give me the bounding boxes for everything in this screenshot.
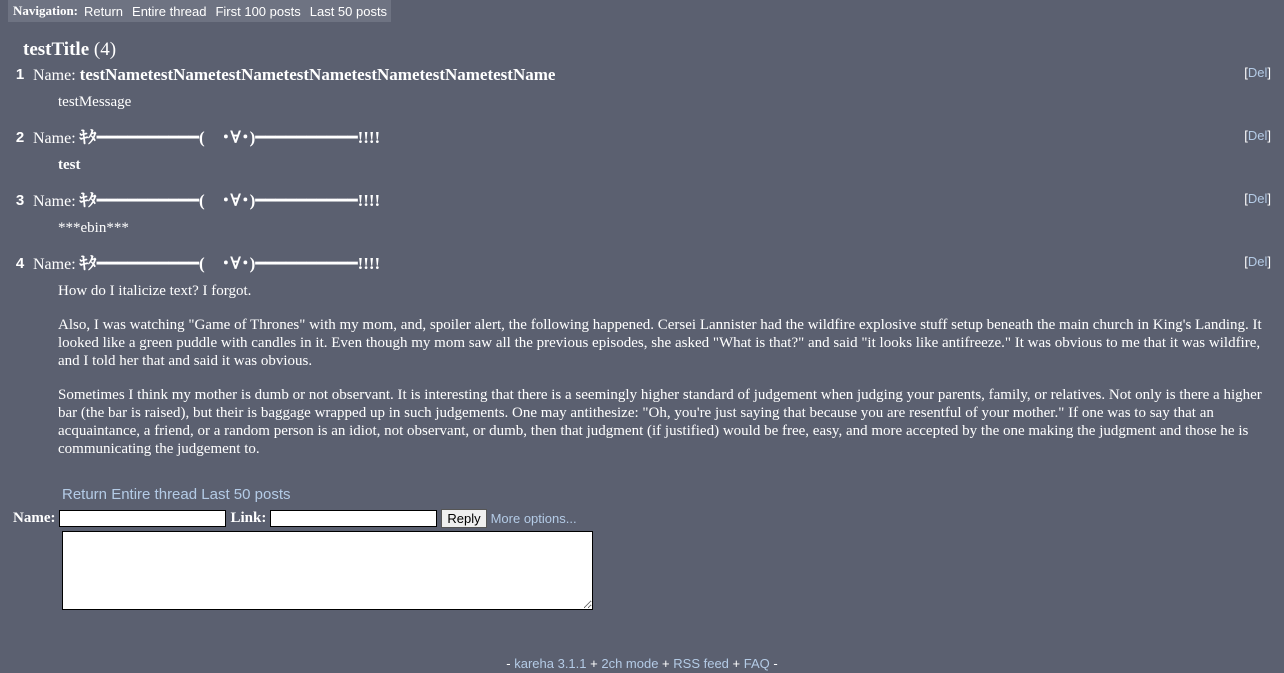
post-name-line — [33, 189, 380, 214]
nav-entire-thread-link[interactable]: Entire thread — [132, 3, 207, 19]
delete-control: [Del] — [1244, 191, 1271, 206]
post-number[interactable]: 1 — [15, 66, 25, 83]
name-field[interactable] — [59, 510, 226, 527]
post-name-line — [33, 63, 555, 88]
post-paragraph: Sometimes I think my mother is dumb or not observant. It is interesting that there is a seemingly higher standard of judgement when judging your parents, family, or relatives. Not only is there a higher bar (the bar is raised), but their is baggage wrapped up in such judgements. One may antithesize: "Oh, you're just saying that because you are resentful of your mother." If one was to say that an acquaintance, a friend, or a random person is an idiot, not observant, or dumb, then that judgment (if justified) would be free, easy, and more accepted by the one making the judgment and those he is communicating the judgement to. — [58, 387, 1262, 457]
delete-control: [Del] — [1244, 254, 1271, 269]
more-options-link[interactable]: More options... — [490, 510, 577, 526]
post-paragraph: Also, I was watching "Game of Thrones" with my mom, and, spoiler alert, the following happened. Cersei Lannister had the wildfire explosive stuff setup beneath the main church in King's Landing. It looked like a green puddle with candles in it. Even though my mom saw all the previous episodes, she asked "What is that?" and said "it looks like antifreeze." It was obvious to me that it was wildfire, and I told her that and said it was obvious. — [58, 317, 1262, 369]
post-name-line — [33, 126, 380, 151]
reply-return-link[interactable]: Return — [62, 486, 108, 503]
delete-link[interactable]: Del — [1247, 128, 1268, 143]
footer-separator: + — [658, 656, 674, 671]
footer-2ch-mode-link[interactable]: 2ch mode — [601, 656, 659, 671]
poster-name: ｷﾀ━━━━━━━━━━( ･∀･)━━━━━━━━━━!!!! — [79, 254, 381, 273]
poster-name: testNametestNametestNametestNametestNametestNametestName — [79, 65, 556, 84]
footer — [0, 655, 1284, 673]
navigation-label: Navigation: — [13, 3, 78, 18]
footer-separator: + — [586, 656, 602, 671]
delete-link[interactable]: Del — [1247, 65, 1268, 80]
post-number[interactable]: 4 — [15, 255, 25, 272]
footer-kareha-link[interactable]: kareha 3.1.1 — [514, 656, 587, 671]
post-body — [58, 219, 1272, 253]
post-number[interactable]: 3 — [15, 192, 25, 209]
post-header — [13, 63, 1273, 87]
post-body — [58, 282, 1272, 474]
name-field-label: Name: — [13, 509, 56, 526]
delete-link[interactable]: Del — [1247, 191, 1268, 206]
thread-reply-count: (4) — [93, 39, 117, 60]
navigation-bar — [8, 0, 391, 22]
post-paragraph: How do I italicize text? I forgot. — [58, 283, 252, 299]
name-label: Name: — [33, 130, 76, 147]
post-header — [13, 189, 1273, 213]
reply-last-50-link[interactable]: Last 50 posts — [201, 486, 291, 503]
post-body — [58, 93, 1272, 127]
post-paragraph: testMessage — [58, 94, 132, 110]
delete-control: [Del] — [1244, 65, 1271, 80]
post-number[interactable]: 2 — [15, 129, 25, 146]
name-label: Name: — [33, 256, 76, 273]
post-name-line — [33, 252, 380, 277]
link-field[interactable] — [270, 510, 437, 527]
reply-nav-links — [62, 485, 291, 505]
post-paragraph: test — [58, 157, 81, 173]
reply-entire-thread-link[interactable]: Entire thread — [111, 486, 198, 503]
footer-faq-link[interactable]: FAQ — [743, 656, 770, 671]
comment-textarea[interactable] — [62, 531, 593, 610]
post-header — [13, 252, 1273, 276]
delete-control: [Del] — [1244, 128, 1271, 143]
nav-last-50-link[interactable]: Last 50 posts — [309, 3, 388, 19]
link-field-label: Link: — [230, 509, 267, 526]
thread-title — [23, 39, 116, 61]
nav-first-100-link[interactable]: First 100 posts — [215, 3, 301, 19]
post-paragraph: ***ebin*** — [58, 220, 129, 236]
footer-prefix: - — [506, 656, 515, 671]
post-body — [58, 156, 1272, 190]
name-label: Name: — [33, 67, 76, 84]
poster-name: ｷﾀ━━━━━━━━━━( ･∀･)━━━━━━━━━━!!!! — [79, 191, 381, 210]
poster-name: ｷﾀ━━━━━━━━━━( ･∀･)━━━━━━━━━━!!!! — [79, 128, 381, 147]
name-label: Name: — [33, 193, 76, 210]
nav-return-link[interactable]: Return — [84, 3, 124, 19]
footer-rss-link[interactable]: RSS feed — [673, 656, 729, 671]
reply-button[interactable]: Reply — [441, 509, 486, 528]
post-header — [13, 126, 1273, 150]
reply-form-row — [13, 508, 577, 528]
delete-link[interactable]: Del — [1247, 254, 1268, 269]
footer-separator: + — [728, 656, 744, 671]
footer-suffix: - — [769, 656, 778, 671]
thread-title-text: testTitle — [23, 39, 90, 60]
